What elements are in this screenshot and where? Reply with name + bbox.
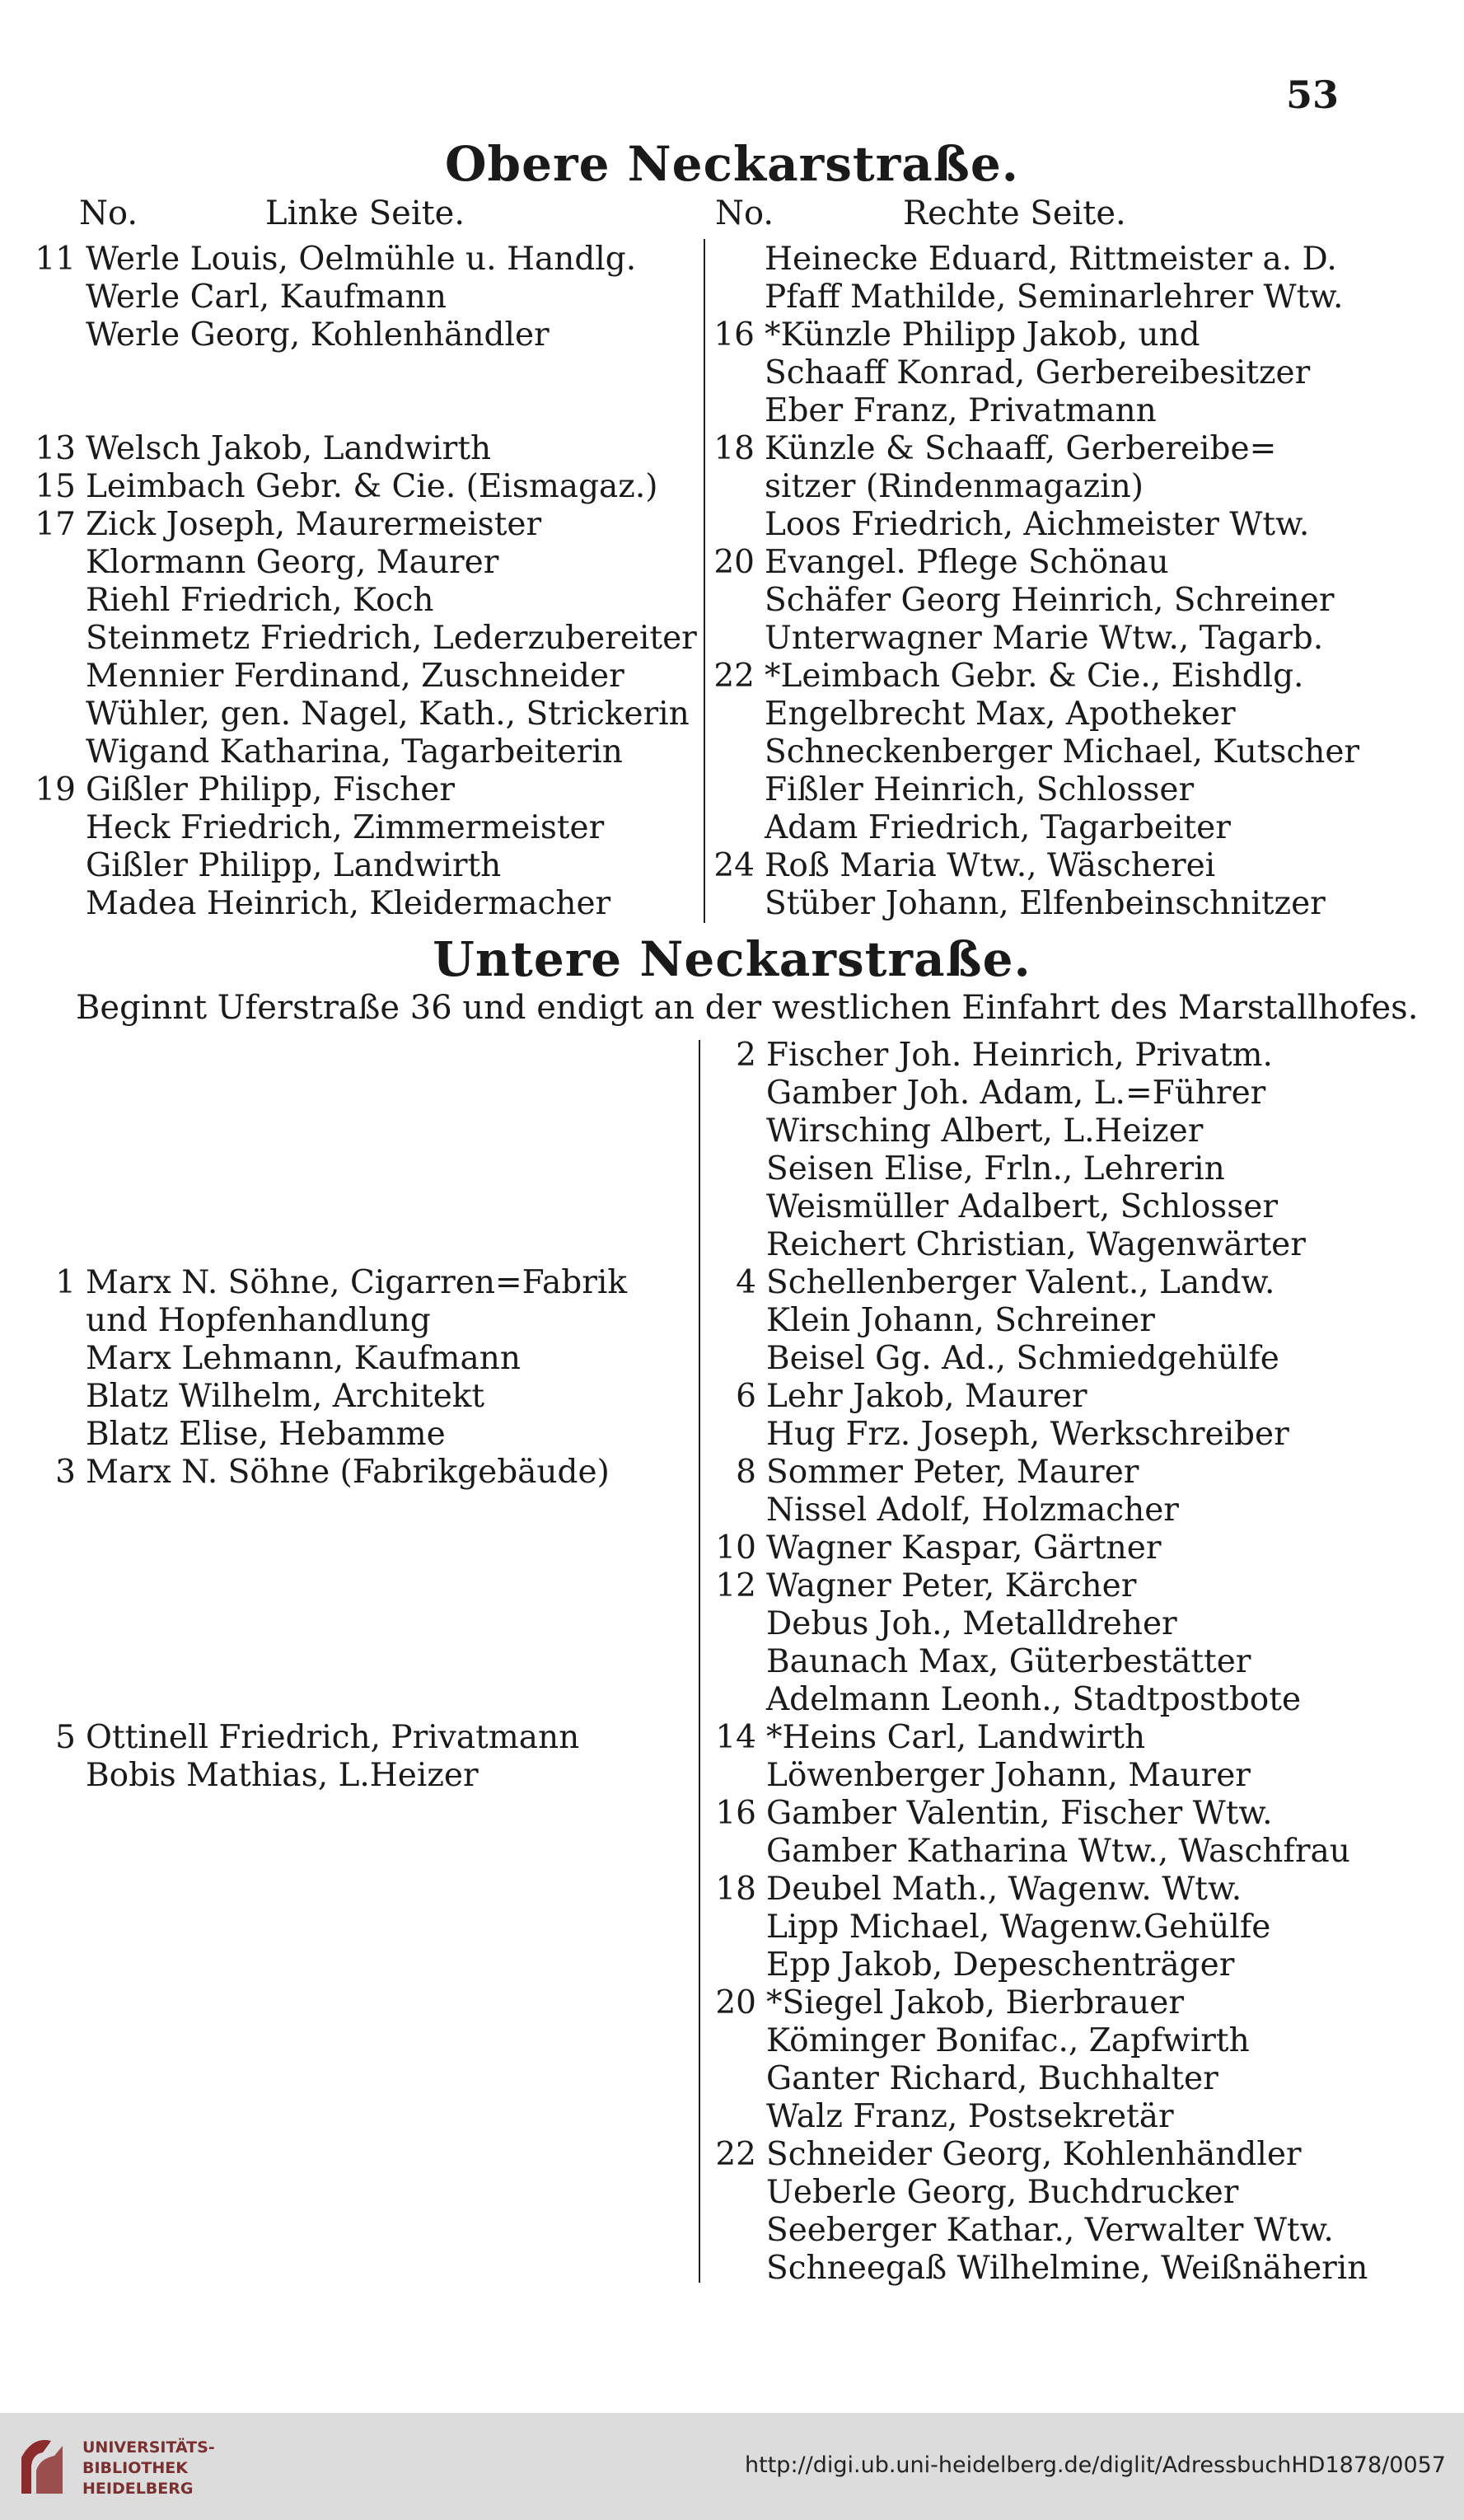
address-entry: [710, 1795, 1368, 1833]
resident-entry: Gamber Valentin, Fischer Wtw.: [766, 1795, 1273, 1832]
address-entry: [710, 2174, 1368, 2212]
house-number: 8: [736, 1454, 756, 1491]
address-entry: [30, 1681, 627, 1719]
section-intro: Beginnt Uferstraße 36 und endigt an der westlichen Einfahrt des Marstallhofes.: [76, 989, 1419, 1027]
resident-entry: Walz Franz, Postsekretär: [766, 2098, 1174, 2135]
resident-entry: Baunach Max, Güterbestätter: [766, 1643, 1251, 1680]
column-rule-obere: [704, 239, 705, 923]
house-number: 2: [736, 1037, 756, 1074]
resident-entry: Marx N. Söhne (Fabrikgebäude): [86, 1454, 610, 1491]
resident-entry: Riehl Friedrich, Koch: [86, 582, 434, 619]
address-entry: [710, 1567, 1368, 1605]
resident-entry: Klein Johann, Schreiner: [766, 1302, 1155, 1339]
address-entry: [30, 1150, 627, 1188]
address-entry: [30, 582, 697, 620]
resident-entry: Schneckenberger Michael, Kutscher: [765, 733, 1360, 771]
resident-entry: Welsch Jakob, Landwirth: [86, 430, 492, 467]
address-entry: [30, 316, 697, 354]
address-entry: [709, 392, 1359, 430]
resident-entry: *Heins Carl, Landwirth: [766, 1719, 1146, 1756]
address-entry: [30, 468, 697, 506]
address-entry: [710, 2060, 1368, 2098]
right-header-no: No.: [715, 194, 774, 232]
address-entry: [710, 2022, 1368, 2060]
address-entry: [710, 1340, 1368, 1378]
resident-entry: Heinecke Eduard, Rittmeister a. D.: [765, 241, 1337, 278]
resident-entry: Schellenberger Valent., Landw.: [766, 1264, 1275, 1301]
address-entry: [30, 658, 697, 696]
address-entry: [30, 771, 697, 809]
house-number: 22: [715, 2136, 756, 2173]
address-entry: [709, 696, 1359, 733]
address-entry: [30, 241, 697, 279]
address-entry: [30, 1719, 627, 1757]
address-entry: [710, 1909, 1368, 1946]
untere-right-column: [710, 1037, 1368, 2288]
resident-entry: Weismüller Adalbert, Schlosser: [766, 1188, 1279, 1225]
resident-entry: *Leimbach Gebr. & Cie., Eishdlg.: [765, 658, 1304, 695]
address-entry: [710, 2250, 1368, 2288]
address-entry: [709, 771, 1359, 809]
resident-entry: Debus Joh., Metalldreher: [766, 1605, 1177, 1642]
house-number: 14: [715, 1719, 756, 1756]
address-entry: [30, 1567, 627, 1605]
resident-entry: Ganter Richard, Buchhalter: [766, 2060, 1218, 2097]
resident-entry: Bobis Mathias, L.Heizer: [86, 1757, 479, 1794]
logo-line-2: BIBLIOTHEK: [82, 2459, 188, 2477]
address-entry: [30, 1529, 627, 1567]
page-number: 53: [1285, 73, 1339, 117]
address-entry: [30, 279, 697, 316]
address-entry: [30, 1075, 627, 1112]
house-number: 24: [713, 847, 755, 884]
resident-entry: *Künzle Philipp Jakob, und: [765, 316, 1200, 354]
resident-entry: Wagner Peter, Kärcher: [766, 1567, 1137, 1604]
resident-entry: Werle Carl, Kaufmann: [86, 279, 447, 316]
library-logo-text: [82, 2438, 215, 2499]
address-entry: [30, 1302, 627, 1340]
address-entry: [710, 1946, 1368, 1984]
address-entry: [30, 506, 697, 544]
address-entry: [30, 1454, 627, 1492]
house-number: 17: [35, 506, 76, 543]
house-number: 3: [55, 1454, 76, 1491]
address-entry: [710, 1605, 1368, 1643]
logo-line-1: UNIVERSITÄTS-: [82, 2438, 215, 2457]
resident-entry: Steinmetz Friedrich, Lederzubereiter: [86, 620, 697, 657]
resident-entry: Marx Lehmann, Kaufmann: [86, 1340, 521, 1377]
address-entry: [710, 1302, 1368, 1340]
address-entry: [30, 885, 697, 923]
address-entry: [710, 1454, 1368, 1492]
address-entry: [709, 544, 1359, 582]
house-number: 1: [55, 1264, 76, 1301]
address-entry: [709, 733, 1359, 771]
address-entry: [710, 1378, 1368, 1416]
resident-entry: Blatz Elise, Hebamme: [86, 1416, 446, 1453]
address-entry: [30, 1492, 627, 1529]
address-entry: [709, 430, 1359, 468]
house-number: 12: [715, 1567, 756, 1604]
resident-entry: *Siegel Jakob, Bierbrauer: [766, 1984, 1184, 2021]
address-entry: [30, 1264, 627, 1302]
resident-entry: Seeberger Kathar., Verwalter Wtw.: [766, 2212, 1334, 2249]
obere-right-column: [709, 241, 1359, 923]
address-entry: [30, 354, 697, 392]
right-header-side: Rechte Seite.: [903, 194, 1126, 232]
resident-entry: Fischer Joh. Heinrich, Privatm.: [766, 1037, 1273, 1074]
resident-entry: Schneider Georg, Kohlenhändler: [766, 2136, 1302, 2173]
address-entry: [710, 1833, 1368, 1871]
address-entry: [709, 279, 1359, 316]
house-number: 18: [713, 430, 755, 467]
untere-left-column: [30, 1037, 627, 1795]
left-header-side: Linke Seite.: [265, 194, 465, 232]
resident-entry: Klormann Georg, Maurer: [86, 544, 499, 581]
resident-entry: Epp Jakob, Depeschenträger: [766, 1946, 1235, 1984]
address-entry: [30, 733, 697, 771]
resident-entry: Löwenberger Johann, Maurer: [766, 1757, 1251, 1794]
address-entry: [710, 1529, 1368, 1567]
address-entry: [710, 1984, 1368, 2022]
address-entry: [709, 620, 1359, 658]
address-entry: [30, 1188, 627, 1226]
resident-entry: Fißler Heinrich, Schlosser: [765, 771, 1195, 808]
library-logo-icon: [18, 2433, 66, 2497]
house-number: 18: [715, 1871, 756, 1908]
resident-entry: Wigand Katharina, Tagarbeiterin: [86, 733, 623, 771]
address-entry: [709, 885, 1359, 923]
source-url[interactable]: http://digi.ub.uni-heidelberg.de/diglit/AdressbuchHD1878/0057: [745, 2452, 1446, 2478]
house-number: 16: [715, 1795, 756, 1832]
address-entry: [709, 354, 1359, 392]
address-entry: [710, 1150, 1368, 1188]
resident-entry: Lipp Michael, Wagenw.Gehülfe: [766, 1909, 1271, 1946]
address-entry: [30, 1605, 627, 1643]
address-entry: [709, 316, 1359, 354]
house-number: 5: [55, 1719, 76, 1756]
address-entry: [709, 506, 1359, 544]
resident-entry: Werle Georg, Kohlenhändler: [86, 316, 550, 354]
footer-bar: [0, 2413, 1464, 2520]
address-entry: [709, 847, 1359, 885]
address-entry: [710, 1757, 1368, 1795]
resident-entry: Ueberle Georg, Buchdrucker: [766, 2174, 1239, 2211]
house-number: 15: [35, 468, 76, 505]
obere-left-column: [30, 241, 697, 923]
address-entry: [30, 1378, 627, 1416]
address-entry: [30, 1340, 627, 1378]
resident-entry: Deubel Math., Wagenw. Wtw.: [766, 1871, 1242, 1908]
house-number: 20: [715, 1984, 756, 2021]
house-number: 6: [736, 1378, 756, 1415]
address-entry: [710, 1871, 1368, 1909]
resident-entry: Evangel. Pflege Schönau: [765, 544, 1169, 581]
resident-entry: Schaaff Konrad, Gerbereibesitzer: [765, 354, 1311, 391]
house-number: 10: [715, 1529, 756, 1567]
address-entry: [710, 1226, 1368, 1264]
resident-entry: und Hopfenhandlung: [86, 1302, 431, 1339]
resident-entry: Madea Heinrich, Kleidermacher: [86, 885, 611, 922]
resident-entry: Nissel Adolf, Holzmacher: [766, 1492, 1179, 1529]
resident-entry: Köminger Bonifac., Zapfwirth: [766, 2022, 1250, 2059]
resident-entry: sitzer (Rindenmagazin): [765, 468, 1144, 505]
resident-entry: Gamber Joh. Adam, L.=Führer: [766, 1075, 1266, 1112]
address-entry: [709, 241, 1359, 279]
resident-entry: Gißler Philipp, Fischer: [86, 771, 456, 808]
address-entry: [710, 2136, 1368, 2174]
address-entry: [709, 582, 1359, 620]
section-title-obere: Obere Neckarstraße.: [445, 136, 1019, 192]
address-entry: [710, 1188, 1368, 1226]
address-entry: [30, 620, 697, 658]
address-entry: [710, 1492, 1368, 1529]
resident-entry: Ottinell Friedrich, Privatmann: [86, 1719, 580, 1756]
resident-entry: Reichert Christian, Wagenwärter: [766, 1226, 1306, 1263]
address-entry: [710, 1112, 1368, 1150]
address-entry: [30, 809, 697, 847]
resident-entry: Sommer Peter, Maurer: [766, 1454, 1139, 1491]
house-number: 11: [35, 241, 76, 278]
address-entry: [30, 1643, 627, 1681]
address-entry: [30, 1037, 627, 1075]
resident-entry: Wühler, gen. Nagel, Kath., Strickerin: [86, 696, 690, 733]
address-entry: [710, 1681, 1368, 1719]
address-entry: [710, 1264, 1368, 1302]
resident-entry: Unterwagner Marie Wtw., Tagarb.: [765, 620, 1324, 657]
resident-entry: Zick Joseph, Maurermeister: [86, 506, 542, 543]
house-number: 4: [736, 1264, 756, 1301]
logo-line-3: HEIDELBERG: [82, 2480, 194, 2498]
resident-entry: Loos Friedrich, Aichmeister Wtw.: [765, 506, 1310, 543]
resident-entry: Gißler Philipp, Landwirth: [86, 847, 502, 884]
resident-entry: Seisen Elise, Frln., Lehrerin: [766, 1150, 1225, 1187]
house-number: 16: [713, 316, 755, 354]
address-entry: [710, 1416, 1368, 1454]
resident-entry: Adam Friedrich, Tagarbeiter: [765, 809, 1231, 846]
house-number: 19: [35, 771, 76, 808]
resident-entry: Werle Louis, Oelmühle u. Handlg.: [86, 241, 637, 278]
resident-entry: Adelmann Leonh., Stadtpostbote: [766, 1681, 1302, 1718]
resident-entry: Lehr Jakob, Maurer: [766, 1378, 1087, 1415]
address-entry: [709, 809, 1359, 847]
resident-entry: Eber Franz, Privatmann: [765, 392, 1157, 429]
resident-entry: Heck Friedrich, Zimmermeister: [86, 809, 605, 846]
house-number: 20: [713, 544, 755, 581]
resident-entry: Wagner Kaspar, Gärtner: [766, 1529, 1162, 1567]
address-entry: [30, 1112, 627, 1150]
resident-entry: Marx N. Söhne, Cigarren=Fabrik: [86, 1264, 628, 1301]
address-entry: [30, 544, 697, 582]
address-entry: [30, 1226, 627, 1264]
resident-entry: Stüber Johann, Elfenbeinschnitzer: [765, 885, 1326, 922]
resident-entry: Gamber Katharina Wtw., Waschfrau: [766, 1833, 1350, 1870]
resident-entry: Engelbrecht Max, Apotheker: [765, 696, 1236, 733]
address-entry: [30, 1757, 627, 1795]
address-entry: [30, 1416, 627, 1454]
address-entry: [30, 847, 697, 885]
section-title-untere: Untere Neckarstraße.: [433, 931, 1031, 987]
resident-entry: Leimbach Gebr. & Cie. (Eismagaz.): [86, 468, 658, 505]
address-entry: [710, 1037, 1368, 1075]
address-entry: [30, 430, 697, 468]
resident-entry: Wirsching Albert, L.Heizer: [766, 1112, 1204, 1150]
left-header-no: No.: [79, 194, 138, 232]
address-entry: [30, 392, 697, 430]
address-entry: [30, 696, 697, 733]
address-entry: [710, 1719, 1368, 1757]
house-number: 22: [713, 658, 755, 695]
house-number: 13: [35, 430, 76, 467]
address-entry: [710, 2212, 1368, 2250]
resident-entry: Schäfer Georg Heinrich, Schreiner: [765, 582, 1335, 619]
resident-entry: Beisel Gg. Ad., Schmiedgehülfe: [766, 1340, 1279, 1377]
address-entry: [709, 658, 1359, 696]
column-rule-untere: [699, 1040, 700, 2283]
resident-entry: Künzle & Schaaff, Gerbereibe=: [765, 430, 1277, 467]
address-entry: [709, 468, 1359, 506]
resident-entry: Hug Frz. Joseph, Werkschreiber: [766, 1416, 1289, 1453]
address-entry: [710, 2098, 1368, 2136]
resident-entry: Mennier Ferdinand, Zuschneider: [86, 658, 624, 695]
address-entry: [710, 1075, 1368, 1112]
resident-entry: Pfaff Mathilde, Seminarlehrer Wtw.: [765, 279, 1344, 316]
resident-entry: Schneegaß Wilhelmine, Weißnäherin: [766, 2250, 1368, 2287]
resident-entry: Roß Maria Wtw., Wäscherei: [765, 847, 1216, 884]
resident-entry: Blatz Wilhelm, Architekt: [86, 1378, 485, 1415]
address-entry: [710, 1643, 1368, 1681]
